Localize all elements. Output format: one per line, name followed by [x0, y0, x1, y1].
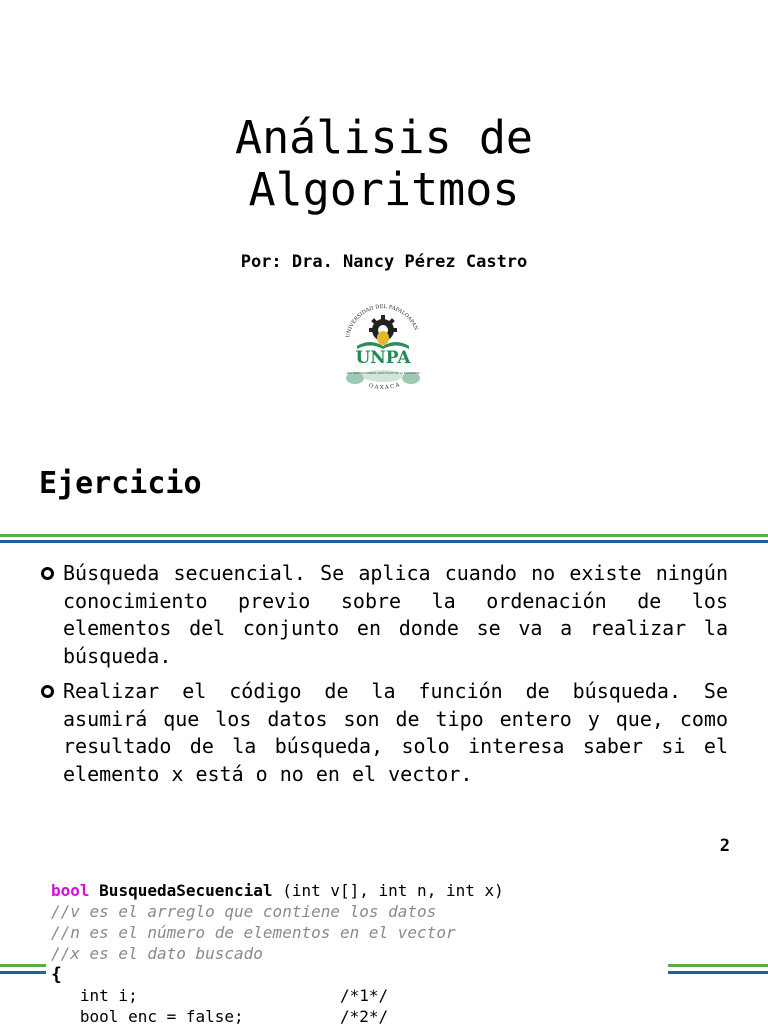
- bullet-item: [38, 678, 728, 788]
- code-comment: //v es el arreglo que contiene los datos: [51, 902, 437, 921]
- logo-arc-bottom-text: OAXACA: [368, 381, 402, 392]
- pineapple-icon: [377, 331, 389, 345]
- code-params: (int v[], int n, int x): [272, 881, 504, 900]
- title-slide: [0, 0, 768, 440]
- code-keyword: bool: [51, 881, 90, 900]
- logo-acronym: UNPA: [355, 348, 411, 368]
- slide-heading: Ejercicio: [39, 466, 202, 501]
- bullet-list: [38, 560, 728, 796]
- unpa-logo: [339, 302, 427, 398]
- corner-rule-right-green: [668, 964, 768, 967]
- slide-title: [0, 112, 768, 216]
- code-line: int i; /*1*/: [51, 986, 389, 1005]
- bullet-icon: [41, 567, 54, 580]
- code-function-name: BusquedaSecuencial: [99, 881, 273, 900]
- page-number: 2: [719, 836, 730, 856]
- corner-rule-left-green: [0, 964, 46, 967]
- corner-rule-right-blue: [668, 971, 768, 974]
- code-line: bool enc = false; /*2*/: [51, 1007, 389, 1024]
- header-rule-blue: [0, 540, 768, 543]
- logo-arc-top-text: UNIVERSIDAD DEL PAPALOAPAN: [345, 303, 419, 339]
- exercise-slide: [0, 440, 768, 1024]
- bullet-icon: [41, 685, 54, 698]
- code-comment: //n es el número de elementos en el vector: [51, 923, 456, 942]
- bullet-item: [38, 560, 728, 670]
- header-rule-green: [0, 534, 768, 537]
- bullet-text: Búsqueda secuencial. Se aplica cuando no existe ningún conocimiento previo sobre la ordenación de los elementos del conjunto en donde se va a realizar la búsqueda.: [63, 561, 728, 668]
- code-signature: [51, 880, 671, 901]
- corner-rule-left-blue: [0, 971, 46, 974]
- title-line-1: Análisis de: [234, 111, 533, 164]
- title-line-2: Algoritmos: [248, 163, 520, 216]
- author-line: Por: Dra. Nancy Pérez Castro: [240, 252, 528, 272]
- code-comment: //x es el dato buscado: [51, 944, 263, 963]
- logo-motto: UNA SOCIEDAD MEJOR COMO FRUTO DE LA EDUCACION: [346, 372, 420, 375]
- bullet-text: Realizar el código de la función de búsqueda. Se asumirá que los datos son de tipo entero y que, como resultado de la búsqueda, solo interesa saber si el elemento x está o no en el vector.: [63, 679, 728, 786]
- code-block: [51, 880, 671, 1024]
- code-open-brace: {: [51, 964, 62, 985]
